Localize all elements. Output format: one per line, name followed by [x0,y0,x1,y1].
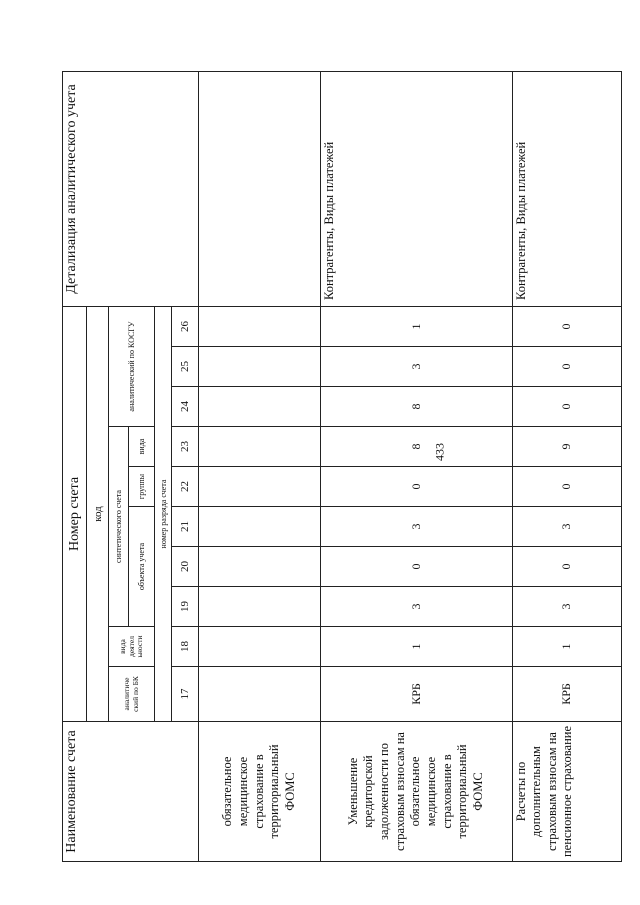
row-detail: Контрагенты, Виды платежей [512,71,621,306]
row-value: 0 [320,467,512,507]
header-synthetic: синтетического счета [109,427,128,627]
row-value: 1 [320,306,512,346]
header-group: группы [128,467,155,507]
row-value: 3 [320,587,512,627]
header-digit-number: номер разряда счета [155,306,172,721]
header-activity-type: вида деятел ьности [109,627,155,667]
row-value: 0 [512,387,621,427]
row-value: 3 [512,507,621,547]
row-value [199,347,321,387]
row-value: 3 [320,347,512,387]
accounts-table [62,71,622,862]
digit-17: 17 [172,667,199,722]
row-value: 0 [512,306,621,346]
row-value: 8 [320,427,512,467]
row-name: Уменьшение кредиторской задолженности по страховым взносам на обязательное медицинское страхование в территориальный ФОМС [320,722,512,862]
digit-26: 26 [172,306,199,346]
digit-22: 22 [172,467,199,507]
page-number: 433 [432,443,447,461]
row-value [199,667,321,722]
digit-23: 23 [172,427,199,467]
row-detail: Контрагенты, Виды платежей [320,71,512,306]
row-value [199,547,321,587]
row-value [199,387,321,427]
row-value: 3 [512,587,621,627]
row-value [199,427,321,467]
row-value [199,306,321,346]
header-detail: Детализация аналитического учета [63,71,199,306]
rotated-table-container [62,72,622,862]
table-row [320,71,512,861]
row-value: 0 [512,347,621,387]
row-value [199,507,321,547]
row-value: 0 [512,547,621,587]
row-value: 3 [320,507,512,547]
table-row [512,71,621,861]
header-code: код [87,306,109,721]
row-name: Расчеты по дополнительным страховым взносам на пенсионное страхование [512,722,621,862]
digit-21: 21 [172,507,199,547]
row-value: 1 [512,627,621,667]
header-account-name: Наименование счета [63,722,199,862]
row-value: 0 [320,547,512,587]
row-name: обязательное медицинское страхование в территориальный ФОМС [199,722,321,862]
row-detail [199,71,321,306]
row-value: 9 [512,427,621,467]
header-object: объекта учета [128,507,155,627]
row-value: КРБ [320,667,512,722]
digit-24: 24 [172,387,199,427]
header-analytic-bk: аналитиче ский по БК [109,667,155,722]
digit-25: 25 [172,347,199,387]
row-value: КРБ [512,667,621,722]
digit-20: 20 [172,547,199,587]
digit-19: 19 [172,587,199,627]
row-value: 0 [512,467,621,507]
header-kind: вида [128,427,155,467]
header-analytic-kosgu: аналитический по КОСГУ [109,306,155,426]
row-value [199,587,321,627]
row-value [199,467,321,507]
table-row [199,71,321,861]
header-account-number: Номер счета [63,306,87,721]
row-value: 1 [320,627,512,667]
row-value [199,627,321,667]
digit-18: 18 [172,627,199,667]
row-value: 8 [320,387,512,427]
